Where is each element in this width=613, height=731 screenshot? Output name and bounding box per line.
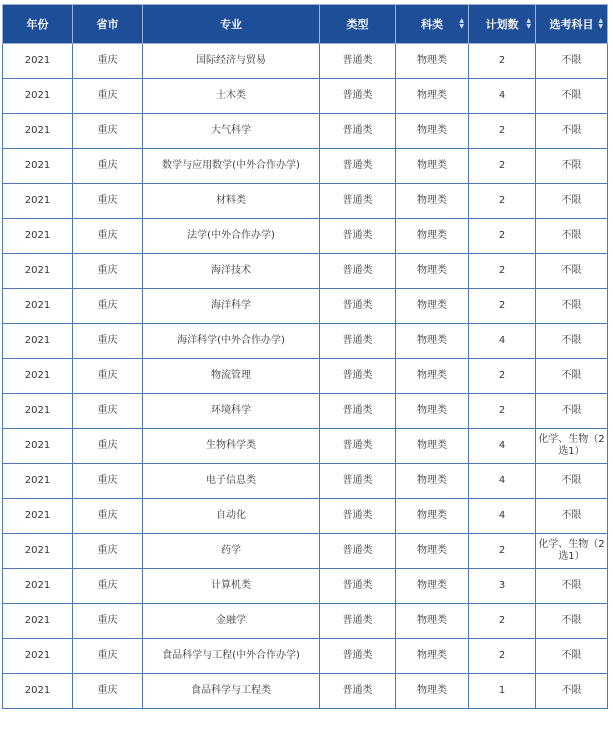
required-subjects-cell: 不限 [536, 219, 608, 254]
required-subjects-cell: 不限 [536, 499, 608, 534]
plan-count-cell: 2 [469, 114, 536, 149]
province-cell: 重庆 [73, 219, 143, 254]
table-row [3, 79, 608, 114]
plan-count-cell: 2 [469, 219, 536, 254]
table-row [3, 184, 608, 219]
sort-arrows-icon[interactable]: ▲ ▼ [526, 17, 531, 30]
major-cell: 食品科学与工程(中外合作办学) [143, 639, 320, 674]
required-subjects-cell: 不限 [536, 149, 608, 184]
table-row [3, 639, 608, 674]
subject-category-cell: 物理类 [396, 114, 469, 149]
type-cell: 普通类 [320, 499, 396, 534]
sort-arrows-icon[interactable]: ▲ ▼ [459, 17, 464, 30]
type-cell: 普通类 [320, 324, 396, 359]
major-cell: 海洋科学 [143, 289, 320, 324]
table-row [3, 44, 608, 79]
year-cell: 2021 [3, 114, 73, 149]
table-row [3, 394, 608, 429]
subject-category-header[interactable] [396, 5, 469, 44]
type-cell: 普通类 [320, 674, 396, 709]
major-cell: 国际经济与贸易 [143, 44, 320, 79]
year-cell: 2021 [3, 394, 73, 429]
header-label: 科类 [421, 18, 443, 31]
plan-count-cell: 2 [469, 254, 536, 289]
province-cell: 重庆 [73, 114, 143, 149]
header-label: 类型 [346, 18, 369, 31]
header-label: 省市 [96, 18, 119, 31]
province-cell: 重庆 [73, 639, 143, 674]
type-cell: 普通类 [320, 569, 396, 604]
header-label: 计划数 [485, 18, 519, 31]
required-subjects-cell: 不限 [536, 639, 608, 674]
year-cell: 2021 [3, 429, 73, 464]
plan-count-cell: 4 [469, 499, 536, 534]
type-cell: 普通类 [320, 219, 396, 254]
required-subjects-cell: 不限 [536, 114, 608, 149]
required-subjects-cell: 不限 [536, 44, 608, 79]
province-cell: 重庆 [73, 44, 143, 79]
required-subjects-cell: 不限 [536, 289, 608, 324]
province-cell: 重庆 [73, 79, 143, 114]
type-cell: 普通类 [320, 254, 396, 289]
plan-count-cell: 2 [469, 359, 536, 394]
table-row [3, 464, 608, 499]
table-row [3, 219, 608, 254]
subject-category-cell: 物理类 [396, 429, 469, 464]
major-cell: 物流管理 [143, 359, 320, 394]
type-cell: 普通类 [320, 604, 396, 639]
table-header-row [3, 5, 608, 44]
required-subjects-cell: 不限 [536, 324, 608, 359]
major-cell: 法学(中外合作办学) [143, 219, 320, 254]
province-cell: 重庆 [73, 534, 143, 569]
plan-count-cell: 4 [469, 429, 536, 464]
table-row [3, 149, 608, 184]
required-subjects-cell: 不限 [536, 79, 608, 114]
plan-count-cell: 2 [469, 639, 536, 674]
table-row [3, 604, 608, 639]
province-cell: 重庆 [73, 394, 143, 429]
year-cell: 2021 [3, 79, 73, 114]
major-cell: 生物科学类 [143, 429, 320, 464]
table-row [3, 569, 608, 604]
year-cell: 2021 [3, 464, 73, 499]
province-cell: 重庆 [73, 254, 143, 289]
major-cell: 大气科学 [143, 114, 320, 149]
required-subjects-cell: 不限 [536, 359, 608, 394]
major-cell: 计算机类 [143, 569, 320, 604]
plan-count-cell: 2 [469, 44, 536, 79]
type-cell: 普通类 [320, 394, 396, 429]
year-cell: 2021 [3, 184, 73, 219]
table-row [3, 114, 608, 149]
province-cell: 重庆 [73, 149, 143, 184]
type-cell: 普通类 [320, 79, 396, 114]
subject-category-cell: 物理类 [396, 639, 469, 674]
subject-category-cell: 物理类 [396, 44, 469, 79]
type-cell: 普通类 [320, 639, 396, 674]
subject-category-cell: 物理类 [396, 569, 469, 604]
required-subjects-cell: 化学、生物（2选1） [536, 429, 608, 464]
admission-plan-table [2, 4, 608, 709]
required-subjects-cell: 不限 [536, 184, 608, 219]
province-cell: 重庆 [73, 499, 143, 534]
type-cell: 普通类 [320, 289, 396, 324]
plan-count-cell: 4 [469, 324, 536, 359]
province-header [73, 5, 143, 44]
year-cell: 2021 [3, 219, 73, 254]
year-cell: 2021 [3, 359, 73, 394]
year-cell: 2021 [3, 499, 73, 534]
subject-category-cell: 物理类 [396, 674, 469, 709]
type-cell: 普通类 [320, 464, 396, 499]
plan-count-cell: 2 [469, 149, 536, 184]
plan-count-cell: 2 [469, 604, 536, 639]
table-row [3, 534, 608, 569]
required-subjects-cell: 不限 [536, 394, 608, 429]
type-cell: 普通类 [320, 429, 396, 464]
subject-category-cell: 物理类 [396, 499, 469, 534]
subject-category-cell: 物理类 [396, 149, 469, 184]
subject-category-cell: 物理类 [396, 254, 469, 289]
table-body [3, 44, 608, 709]
year-cell: 2021 [3, 534, 73, 569]
plan-count-cell: 4 [469, 79, 536, 114]
province-cell: 重庆 [73, 359, 143, 394]
province-cell: 重庆 [73, 429, 143, 464]
type-header [320, 5, 396, 44]
year-cell: 2021 [3, 254, 73, 289]
major-cell: 海洋科学(中外合作办学) [143, 324, 320, 359]
subject-category-cell: 物理类 [396, 394, 469, 429]
subject-category-cell: 物理类 [396, 604, 469, 639]
table-row [3, 359, 608, 394]
type-cell: 普通类 [320, 44, 396, 79]
year-cell: 2021 [3, 324, 73, 359]
subject-category-cell: 物理类 [396, 359, 469, 394]
province-cell: 重庆 [73, 324, 143, 359]
major-cell: 电子信息类 [143, 464, 320, 499]
province-cell: 重庆 [73, 674, 143, 709]
major-cell: 土木类 [143, 79, 320, 114]
table-row [3, 429, 608, 464]
year-header [3, 5, 73, 44]
province-cell: 重庆 [73, 569, 143, 604]
header-label: 专业 [220, 18, 242, 31]
type-cell: 普通类 [320, 184, 396, 219]
province-cell: 重庆 [73, 289, 143, 324]
province-cell: 重庆 [73, 604, 143, 639]
required-subjects-cell: 不限 [536, 464, 608, 499]
major-cell: 药学 [143, 534, 320, 569]
sort-arrows-icon[interactable]: ▲ ▼ [598, 17, 603, 30]
table-row [3, 254, 608, 289]
plan-count-cell: 2 [469, 289, 536, 324]
subject-category-cell: 物理类 [396, 534, 469, 569]
major-cell: 环境科学 [143, 394, 320, 429]
header-label: 年份 [26, 18, 49, 31]
plan-count-cell: 3 [469, 569, 536, 604]
major-header [143, 5, 320, 44]
subject-category-cell: 物理类 [396, 219, 469, 254]
year-cell: 2021 [3, 569, 73, 604]
header-label: 选考科目 [549, 18, 594, 31]
year-cell: 2021 [3, 149, 73, 184]
plan-count-cell: 4 [469, 464, 536, 499]
required-subjects-cell: 化学、生物（2选1） [536, 534, 608, 569]
major-cell: 海洋技术 [143, 254, 320, 289]
province-cell: 重庆 [73, 464, 143, 499]
year-cell: 2021 [3, 674, 73, 709]
type-cell: 普通类 [320, 114, 396, 149]
major-cell: 自动化 [143, 499, 320, 534]
subject-category-cell: 物理类 [396, 324, 469, 359]
type-cell: 普通类 [320, 534, 396, 569]
table-row [3, 324, 608, 359]
required-subjects-cell: 不限 [536, 569, 608, 604]
table-row [3, 499, 608, 534]
table-row [3, 674, 608, 709]
type-cell: 普通类 [320, 149, 396, 184]
year-cell: 2021 [3, 639, 73, 674]
table-row [3, 289, 608, 324]
major-cell: 金融学 [143, 604, 320, 639]
year-cell: 2021 [3, 604, 73, 639]
year-cell: 2021 [3, 44, 73, 79]
plan-count-header[interactable] [469, 5, 536, 44]
plan-count-cell: 2 [469, 184, 536, 219]
required-subjects-header[interactable] [536, 5, 608, 44]
subject-category-cell: 物理类 [396, 289, 469, 324]
major-cell: 食品科学与工程类 [143, 674, 320, 709]
required-subjects-cell: 不限 [536, 254, 608, 289]
type-cell: 普通类 [320, 359, 396, 394]
major-cell: 材料类 [143, 184, 320, 219]
plan-count-cell: 1 [469, 674, 536, 709]
plan-count-cell: 2 [469, 534, 536, 569]
province-cell: 重庆 [73, 184, 143, 219]
subject-category-cell: 物理类 [396, 79, 469, 114]
major-cell: 数学与应用数学(中外合作办学) [143, 149, 320, 184]
required-subjects-cell: 不限 [536, 604, 608, 639]
subject-category-cell: 物理类 [396, 464, 469, 499]
required-subjects-cell: 不限 [536, 674, 608, 709]
plan-count-cell: 2 [469, 394, 536, 429]
year-cell: 2021 [3, 289, 73, 324]
subject-category-cell: 物理类 [396, 184, 469, 219]
